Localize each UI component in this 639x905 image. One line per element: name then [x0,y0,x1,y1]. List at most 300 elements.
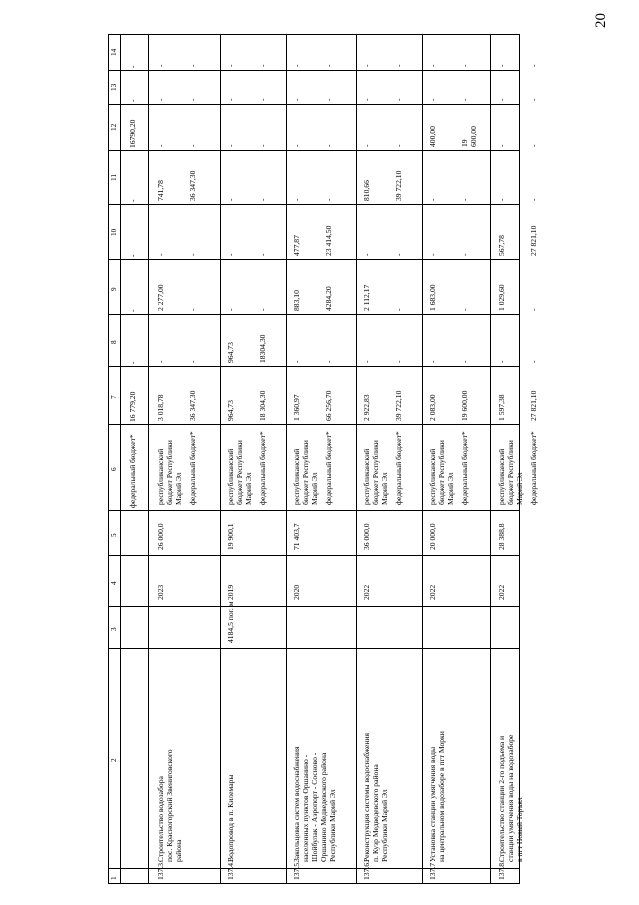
project-name-line: Реконструкция системы водоснабжения [362,732,371,862]
header-band-border [120,34,121,883]
row-separator-5 [490,34,491,883]
amount-c13 [128,99,137,102]
amount-federal-c13-line: - [324,98,333,101]
amount-republican-c11 [497,198,506,201]
amount-republican-c13 [292,98,301,101]
amount-federal-c14 [324,64,333,67]
amount-federal-c7 [258,391,267,421]
amount-federal-c8 [324,360,333,363]
funding-source-republican-line: республиканский [156,448,165,505]
project-name-line: п. Кузр Медведевского района [371,764,380,862]
year [497,585,506,600]
row-separator-2 [286,34,287,883]
column-separator-2 [108,104,520,105]
funding-source-federal [394,431,403,505]
amount-federal-c11-line: - [460,198,469,201]
amount-republican-c9-line: 2 277,00 [156,284,165,311]
amount-federal-c11 [188,171,197,201]
amount-federal-c9-line: - [188,308,197,311]
amount-federal-c14-line: - [394,64,403,67]
amount-republican-c14 [362,64,371,67]
amount-federal-c13-line: - [394,98,403,101]
amount-federal-c13 [529,98,538,101]
amount-federal-c9-line: - [394,308,403,311]
amount-republican-c13 [362,98,371,101]
row-number-line: 137.3. [156,861,165,880]
amount-republican-c9 [428,284,437,311]
funding-source-federal-line: федеральный бюджет* [394,431,403,505]
amount-republican-c13-line: - [226,98,235,101]
amount-republican-c14 [226,64,235,67]
amount-federal-c12-line: - [188,144,197,147]
funding-source-federal-line: федеральный бюджет* [128,434,137,508]
amount-republican-c9-line: 1 029,60 [497,284,506,311]
funding-source-federal-line: федеральный бюджет* [324,431,333,505]
amount-republican-c14-line: - [156,64,165,67]
amount-federal-c9-line: 4284,20 [324,286,333,311]
amount-republican-c13-line: - [156,98,165,101]
amount-federal-c9 [460,308,469,311]
year-line: 2020 [292,584,301,600]
amount-republican-c8-line: - [156,360,165,363]
funding-source-republican-line: бюджет Республики [506,440,515,505]
amount-republican-c11 [292,198,301,201]
funding-source-republican-line: бюджет Республики [437,440,446,505]
amount-republican-c12 [156,144,165,147]
funding-source-republican-line: бюджет Республики [235,440,244,505]
amount-republican-c8 [497,360,506,363]
amount-federal-c7-line: 18 304,30 [258,390,267,421]
amount-republican-c11 [156,180,165,201]
amount-federal-c13 [460,98,469,101]
amount-republican-c14-line: - [362,64,371,67]
estimated-cost [497,523,506,550]
funding-source-republican-line: бюджет Республики [165,440,174,505]
amount-federal-c8 [460,360,469,363]
amount-federal-c10 [324,226,333,256]
amount-c14 [128,65,137,68]
page-number: 20 [593,13,609,28]
amount-republican-c8 [156,360,165,363]
amount-republican-c10-line: - [362,253,371,256]
row-separator-0 [148,34,149,883]
year-line: 2022 [362,584,371,600]
amount-republican-c12 [226,144,235,147]
amount-republican-c7-line: 2 922,83 [362,394,371,421]
amount-republican-c10 [226,253,235,256]
amount-republican-c8-line: 964,73 [226,342,235,363]
amount-republican-c9 [226,308,235,311]
row-number [292,861,301,880]
year-line: 2019 [226,584,235,600]
amount-republican-c7 [156,394,165,421]
row-number [156,861,165,880]
funding-source-republican-line: Марий Эл [515,472,524,505]
amount-federal-c13 [394,98,403,101]
amount-republican-c7 [497,394,506,421]
amount-republican-c13-line: - [292,98,301,101]
amount-republican-c13 [497,98,506,101]
column-header-1: 1 [110,875,118,880]
amount-federal-c13-line: - [188,98,197,101]
amount-republican-c10 [156,253,165,256]
amount-federal-c10 [460,253,469,256]
amount-federal-c7-line: 19 600,00 [460,390,469,421]
funding-source-republican-line: Марий Эл [380,472,389,505]
amount-c12 [128,120,137,148]
amount-federal-c14-line: - [188,64,197,67]
column-separator-12 [108,648,520,649]
amount-federal-c12 [460,126,478,147]
column-separator-6 [108,314,520,315]
amount-federal-c11-line: - [324,198,333,201]
amount-federal-c13 [188,98,197,101]
amount-republican-c12-line: - [292,144,301,147]
amount-republican-c12 [362,144,371,147]
row-number [497,861,506,880]
amount-federal-c7 [324,391,333,421]
column-header-10: 10 [110,228,118,236]
amount-federal-c13 [258,98,267,101]
amount-federal-c9 [324,286,333,311]
amount-republican-c9-line: 1 683,00 [428,284,437,311]
column-separator-4 [108,204,520,205]
amount-republican-c12-line: - [497,144,506,147]
amount-federal-c12-line: - [529,144,538,147]
amount-republican-c11-line: - [428,198,437,201]
amount-republican-c11-line: - [226,198,235,201]
project-name-line: Установка станции умягчения воды [428,746,437,862]
column-header-12: 12 [110,123,118,131]
estimated-cost [226,523,235,550]
amount-federal-c8-line: - [529,360,538,363]
amount-republican-c11-line: 810,66 [362,180,371,201]
amount-federal-c10 [258,253,267,256]
amount-federal-c12 [394,144,403,147]
funding-source-republican [362,440,389,505]
amount-federal-c7-line: 27 821,10 [529,390,538,421]
funding-source-federal [188,431,197,505]
row-number-line: 137.7 [428,862,437,880]
amount-republican-c7 [362,394,371,421]
amount-republican-c12-line: 400,00 [428,126,437,147]
column-header-13: 13 [110,83,118,91]
amount-federal-c14 [460,64,469,67]
project-name-line: на центральном водозаборе в пгт Морки [437,731,446,862]
funding-source-federal [529,431,538,505]
amount-federal-c10 [188,253,197,256]
amount-federal-c12-line: 19 [460,139,469,147]
amount-federal-c9 [258,308,267,311]
column-header-11: 11 [110,174,118,181]
project-name-line: Закольцовка систем водоснабжения [292,746,301,862]
amount-republican-c7 [292,394,301,421]
column-header-14: 14 [110,48,118,56]
amount-republican-c13 [428,98,437,101]
amount-c13-line: - [128,99,137,102]
amount-republican-c14-line: - [428,64,437,67]
project-name [292,747,337,863]
amount-federal-c12-line: - [394,144,403,147]
project-name-line: пос. Красногорский Звениговского [165,749,174,862]
amount-federal-c11-line: 39 722,10 [394,170,403,201]
amount-republican-c7-line: 3 018,78 [156,394,165,421]
column-separator-13 [108,868,520,869]
amount-republican-c8 [292,360,301,363]
amount-republican-c11 [362,180,371,201]
row-number-line: 137.4. [226,861,235,880]
funding-source-federal-line: федеральный бюджет* [188,431,197,505]
funding-source-federal [460,431,469,505]
column-header-9: 9 [110,286,118,291]
year [362,585,371,600]
column-separator-1 [108,70,520,71]
estimated-cost-line: 20 000,0 [428,523,437,550]
funding-source-republican [226,440,253,505]
amount-federal-c7 [188,391,197,421]
amount-republican-c13 [226,98,235,101]
column-separator-3 [108,150,520,151]
project-name-line: в пгт Новый Торъял [515,797,524,862]
amount-republican-c10 [292,235,301,256]
amount-republican-c9-line: - [226,308,235,311]
amount-c7 [128,392,137,422]
funding-source-republican [428,440,455,505]
year [428,585,437,600]
funding-source-republican-line: Марий Эл [310,472,319,505]
project-name-line: Оршанино Медведевского района [319,752,328,862]
amount-republican-c10-line: 567,78 [497,235,506,256]
funding-source-republican-line: республиканский [497,448,506,505]
amount-republican-c12 [292,144,301,147]
amount-federal-c14-line: - [460,64,469,67]
project-name [226,775,235,863]
amount-federal-c12 [529,144,538,147]
amount-republican-c7-line: 1 597,38 [497,394,506,421]
amount-federal-c14-line: - [529,64,538,67]
funding-source-republican-line: республиканский [362,448,371,505]
amount-republican-c10-line: - [226,253,235,256]
project-name-line: населенных пунктов Оршанино - [301,754,310,862]
amount-republican-c13-line: - [362,98,371,101]
year [292,585,301,600]
row-number-line: 137.5. [292,861,301,880]
funding-source-federal-line: федеральный бюджет* [529,431,538,505]
project-name-line: станции умягчения воды на водозаборе [506,734,515,862]
amount-republican-c11 [428,198,437,201]
amount-federal-c11 [529,198,538,201]
estimated-cost [428,523,437,550]
amount-republican-c12-line: - [156,144,165,147]
amount-c9 [128,309,137,312]
amount-federal-c10-line: 23 414,50 [324,225,333,256]
amount-federal-c14 [394,64,403,67]
row-separator-1 [220,34,221,883]
amount-republican-c7-line: 964,73 [226,400,235,421]
amount-republican-c14 [497,64,506,67]
amount-republican-c14-line: - [226,64,235,67]
funding-source-republican [156,440,183,505]
amount-federal-c12-line: 600,00 [469,126,478,147]
amount-federal-c7-line: 36 347,30 [188,390,197,421]
amount-republican-c13-line: - [428,98,437,101]
amount-republican-c11 [226,198,235,201]
funding-source-republican-line: Марий Эл [244,472,253,505]
amount-republican-c10 [497,235,506,256]
amount-c14-line: - [128,65,137,68]
table-left-border [108,34,109,883]
amount-federal-c7 [529,391,538,421]
project-name [497,735,524,862]
amount-federal-c9 [188,308,197,311]
amount-republican-c12 [428,126,437,147]
amount-federal-c12 [324,144,333,147]
estimated-cost [292,523,301,550]
row-number [362,861,371,880]
amount-federal-c7 [394,391,403,421]
project-name-line: Строительство водозабора [156,776,165,862]
amount-federal-c10-line: 27 821,10 [529,225,538,256]
project-name [362,733,389,862]
funding-source-federal [258,431,267,505]
funding-source-federal-line: федеральный бюджет* [460,431,469,505]
amount-federal-c13 [324,98,333,101]
amount-federal-c11-line: 36 347,30 [188,170,197,201]
amount-federal-c10-line: - [460,253,469,256]
amount-federal-c13-line: - [258,98,267,101]
amount-republican-c11-line: 741,78 [156,180,165,201]
column-separator-9 [108,510,520,511]
amount-federal-c10-line: - [188,253,197,256]
funding-source-republican-line: бюджет Республики [371,440,380,505]
amount-republican-c9 [497,284,506,311]
amount-republican-c10-line: 477,87 [292,235,301,256]
amount-federal-c8-line: - [460,360,469,363]
column-header-6: 6 [110,467,118,471]
amount-c10 [128,254,137,257]
year [226,585,235,600]
amount-federal-c11 [394,171,403,201]
amount-federal-c8-line: - [324,360,333,363]
estimated-cost-line: 19 900,1 [226,523,235,550]
amount-federal-c11 [324,198,333,201]
amount-federal-c7 [460,391,469,421]
funding-source-republican-line: бюджет Республики [301,440,310,505]
amount-republican-c8-line: - [362,360,371,363]
amount-federal-c8 [394,360,403,363]
funding-source-republican [497,440,524,505]
amount-federal-c12 [258,144,267,147]
amount-republican-c14 [292,64,301,67]
amount-c7-line: 16 779,20 [128,391,137,422]
capacity-line: 4184,5 пог. м [226,601,235,643]
amount-federal-c8 [529,360,538,363]
funding-source-federal [128,434,137,508]
amount-federal-c14 [258,64,267,67]
year-line: 2023 [156,584,165,600]
amount-republican-c8 [362,360,371,363]
column-separator-10 [108,555,520,556]
amount-republican-c11-line: - [292,198,301,201]
amount-federal-c11-line: - [258,198,267,201]
amount-federal-c9-line: - [460,308,469,311]
year [156,585,165,600]
amount-c11 [128,199,137,202]
estimated-cost-line: 26 000,0 [156,523,165,550]
amount-federal-c9 [529,308,538,311]
amount-republican-c9 [156,284,165,311]
amount-federal-c8-line: 18304,30 [258,334,267,363]
funding-source-republican-line: республиканский [226,448,235,505]
amount-republican-c14-line: - [497,64,506,67]
amount-federal-c8 [258,335,267,363]
column-header-2: 2 [110,758,118,762]
estimated-cost-line: 71 403,7 [292,523,301,550]
column-header-3: 3 [110,627,118,631]
amount-federal-c9-line: - [258,308,267,311]
amount-republican-c10-line: - [156,253,165,256]
funding-source-federal [324,431,333,505]
funding-source-republican-line: Марий Эл [446,472,455,505]
project-name-line: Водопровод в п. Килемары [226,774,235,862]
amount-federal-c12-line: - [324,144,333,147]
column-header-4: 4 [110,580,118,585]
amount-federal-c11 [460,198,469,201]
amount-republican-c14 [156,64,165,67]
amount-c8-line: - [128,361,137,364]
funding-source-republican-line: республиканский [428,448,437,505]
amount-federal-c11-line: - [529,198,538,201]
amount-federal-c14 [188,64,197,67]
amount-federal-c9-line: - [529,308,538,311]
column-separator-0 [108,34,520,35]
year-line: 2022 [497,584,506,600]
project-name-line: района [174,839,183,862]
amount-c12-line: 16790,20 [128,119,137,148]
funding-source-republican [292,440,319,505]
amount-federal-c11 [258,198,267,201]
column-separator-7 [108,366,520,367]
amount-c11-line: - [128,199,137,202]
amount-federal-c12-line: - [258,144,267,147]
amount-republican-c8-line: - [292,360,301,363]
year-line: 2022 [428,584,437,600]
project-name-line: Республики Марий Эл [380,789,389,862]
row-separator-4 [422,34,423,883]
amount-federal-c12 [188,144,197,147]
amount-c10-line: - [128,254,137,257]
row-number-line: 137.8. [497,861,506,880]
funding-source-republican-line: Марий Эл [174,472,183,505]
amount-federal-c9 [394,308,403,311]
project-name-line: Строительство станции 2-го подъема и [497,735,506,862]
amount-c8 [128,361,137,364]
amount-republican-c8 [226,342,235,363]
column-header-5: 5 [110,532,118,537]
row-number [428,863,437,880]
amount-republican-c9-line: 883,10 [292,290,301,311]
project-name-line: Шойбулак - Аэропорт - Сосново - [310,752,319,862]
amount-federal-c10-line: - [258,253,267,256]
column-separator-5 [108,259,520,260]
estimated-cost-line: 28 388,8 [497,523,506,550]
funding-source-federal-line: федеральный бюджет* [258,431,267,505]
amount-republican-c9 [292,290,301,311]
amount-republican-c8-line: - [428,360,437,363]
amount-federal-c10-line: - [394,253,403,256]
column-separator-14 [108,883,520,884]
project-name-line: Республики Марий Эл [328,789,337,862]
